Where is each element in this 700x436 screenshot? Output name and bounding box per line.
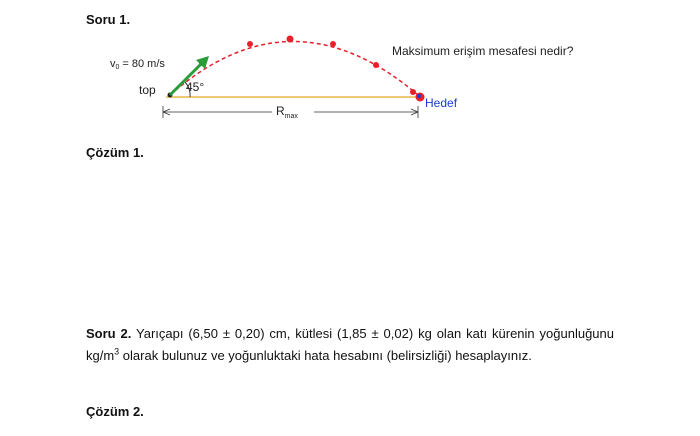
trajectory-path: [170, 42, 418, 96]
velocity-value: = 80 m/s: [122, 58, 165, 70]
question-1-heading: Soru 1.: [86, 12, 131, 27]
trajectory-point-3: [287, 36, 294, 43]
trajectory-point-2: [247, 41, 253, 47]
trajectory-point-5: [373, 62, 379, 68]
question-label: Maksimum erişim mesafesi nedir?: [392, 44, 574, 58]
question-2-unit-exponent: 3: [114, 346, 120, 357]
velocity-label: v0 = 80 m/s: [110, 58, 165, 71]
angle-label: 45°: [186, 80, 205, 94]
trajectory-point-6: [410, 89, 416, 95]
range-label: $R_{max}$: [276, 104, 298, 120]
solution-2-heading: Çözüm 2.: [86, 404, 144, 419]
projectile-diagram: [0, 0, 700, 140]
velocity-label-sub: 0: [115, 64, 120, 71]
solution-1-heading: Çözüm 1.: [86, 145, 144, 160]
target-label: Hedef: [425, 96, 458, 110]
question-2-heading: Soru 2.: [86, 326, 132, 341]
trajectory-point-4: [330, 41, 336, 47]
range-label-sub: max: [284, 113, 298, 120]
question-2-paragraph: [86, 323, 614, 367]
ball-label: top: [139, 83, 156, 97]
question-2-text-b: olarak bulunuz ve yoğunluktaki hata hesabını (belirsizliği) hesaplayınız.: [119, 348, 532, 363]
target-marker-dot: [417, 94, 421, 98]
question-2-text-a: Yarıçapı (6,50 ± 0,20) cm, kütlesi (1,85 ± 0,02) kg olan katı kürenin yoğunluğunu kg/m: [86, 326, 615, 363]
